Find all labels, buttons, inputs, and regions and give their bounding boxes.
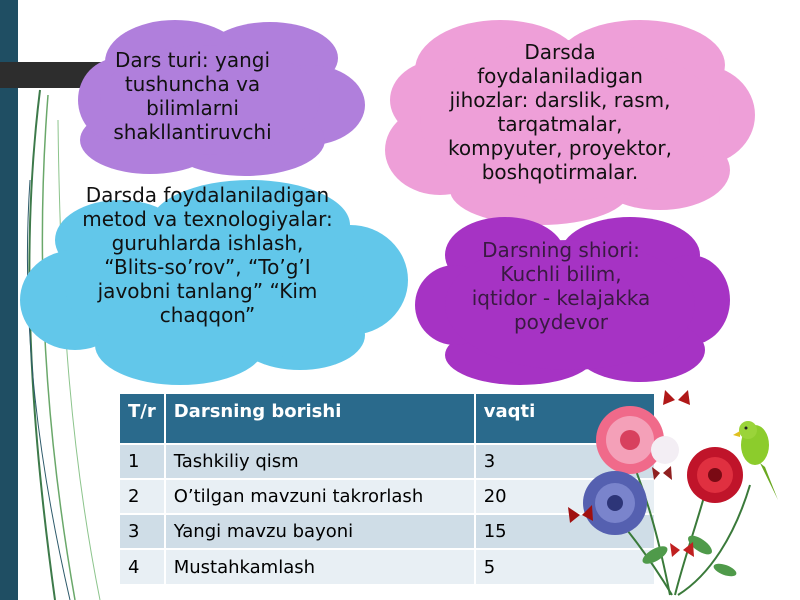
motto-text: Darsning shiori: Kuchli bilim, iqtidor - kelajakka poydevor <box>471 238 651 334</box>
row-time: 3 <box>475 444 655 479</box>
row-time: 15 <box>475 514 655 549</box>
butterfly-icon <box>670 542 694 557</box>
row-stage: Yangi mavzu bayoni <box>165 514 475 549</box>
butterfly-icon <box>652 466 672 480</box>
parrot-icon <box>733 421 778 500</box>
row-number: 3 <box>120 514 165 549</box>
header-number: T/r <box>120 394 165 444</box>
row-number: 1 <box>120 444 165 479</box>
row-number: 2 <box>120 479 165 514</box>
methods-text: Darsda foydalaniladigan metod va texnologiyalar: guruhlarda ishlash, “Blits-so’rov”, “To’g’I javobni tanlang” “Kim chaqqon” <box>82 183 333 327</box>
row-time: 5 <box>475 549 655 584</box>
blue-flower-icon <box>583 471 647 535</box>
equipment-text: Darsda foydalaniladigan jihozlar: darslik, rasm, tarqatmalar, kompyuter, proyektor, boshqotirmalar. <box>448 40 672 184</box>
row-number: 4 <box>120 549 165 584</box>
row-stage: Mustahkamlash <box>165 549 475 584</box>
row-stage: Tashkiliy qism <box>165 444 475 479</box>
header-stage: Darsning borishi <box>165 394 475 444</box>
row-time: 20 <box>475 479 655 514</box>
butterfly-icon <box>663 390 690 405</box>
row-stage: O’tilgan mavzuni takrorlash <box>165 479 475 514</box>
header-time: vaqti <box>475 394 655 444</box>
red-flower-icon <box>687 447 743 503</box>
flowers-illustration <box>560 385 800 600</box>
pink-flower-icon <box>596 406 664 474</box>
white-flower-icon <box>651 436 679 464</box>
lesson-type-text: Dars turi: yangi tushuncha va bilimlarni shakllantiruvchi <box>113 48 272 144</box>
